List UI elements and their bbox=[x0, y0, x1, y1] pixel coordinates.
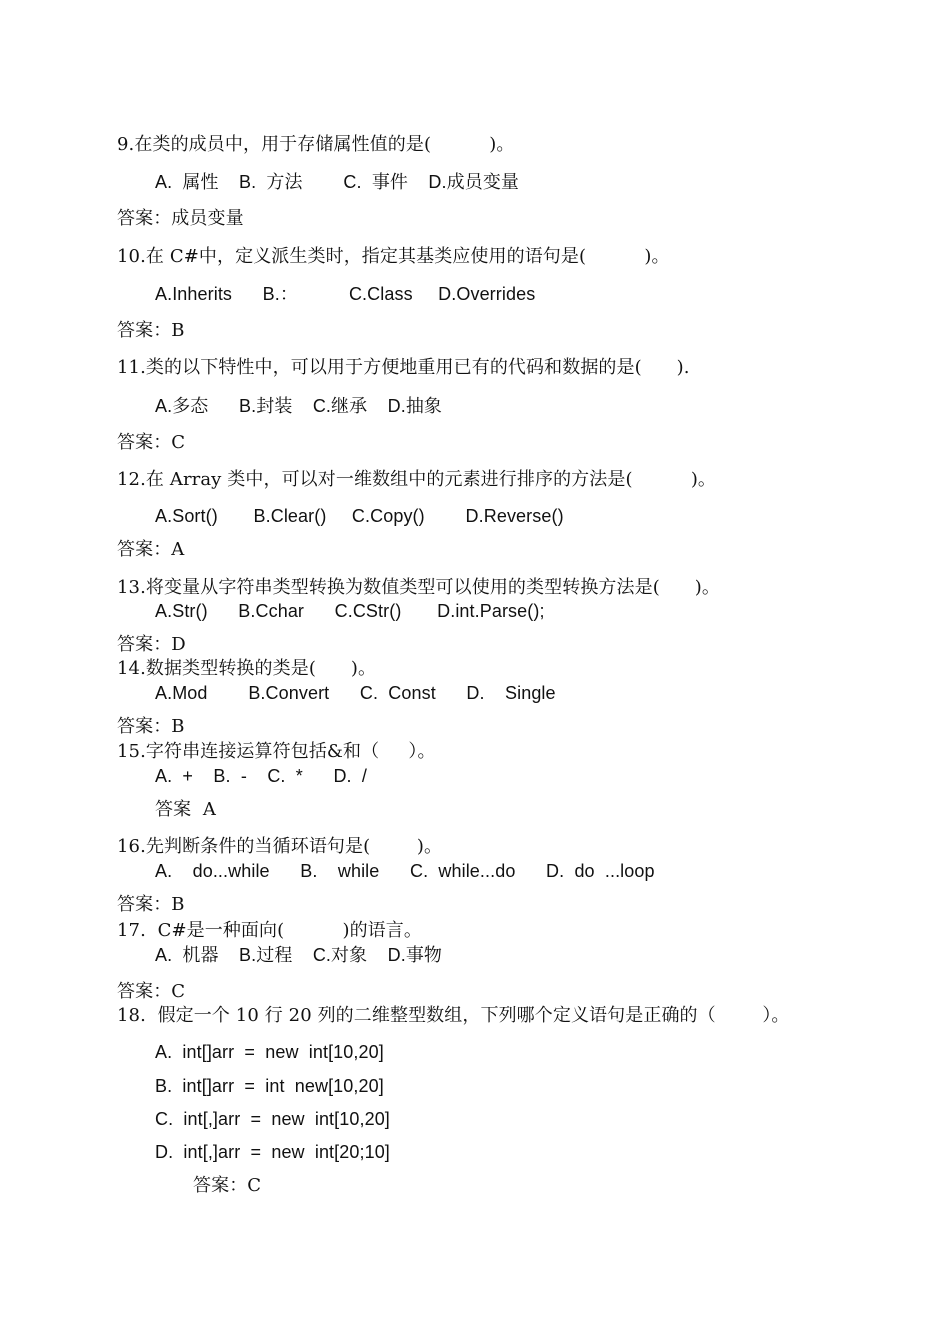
question-16-answer: 答案：B bbox=[117, 894, 185, 915]
question-17-text: 17. C#是一种面向( )的语言。 bbox=[117, 920, 422, 941]
question-9-answer: 答案：成员变量 bbox=[117, 208, 244, 229]
question-11-text: 11.类的以下特性中，可以用于方便地重用已有的代码和数据的是( ). bbox=[117, 357, 690, 378]
question-9-text: 9.在类的成员中，用于存储属性值的是( )。 bbox=[117, 134, 515, 155]
question-18-option-a: A. int[]arr = new int[10,20] bbox=[155, 1042, 384, 1062]
question-13-options: A.Str() B.Cchar C.CStr() D.int.Parse(); bbox=[155, 601, 545, 621]
question-18-option-c: C. int[,]arr = new int[10,20] bbox=[155, 1109, 390, 1129]
question-10-text: 10.在 C#中，定义派生类时，指定其基类应使用的语句是( )。 bbox=[117, 246, 670, 267]
question-15-answer: 答案 A bbox=[155, 799, 216, 820]
question-16-text: 16.先判断条件的当循环语句是( )。 bbox=[117, 836, 443, 857]
question-13-text: 13.将变量从字符串类型转换为数值类型可以使用的类型转换方法是( )。 bbox=[117, 577, 720, 598]
question-12-options: A.Sort() B.Clear() C.Copy() D.Reverse() bbox=[155, 506, 564, 526]
question-16-options: A. do...while B. while C. while...do D. do ...loop bbox=[155, 861, 655, 881]
question-12-text: 12.在 Array 类中，可以对一维数组中的元素进行排序的方法是( )。 bbox=[117, 469, 717, 490]
question-10-answer: 答案：B bbox=[117, 320, 185, 341]
question-15-text: 15.字符串连接运算符包括&和（ ）。 bbox=[117, 741, 436, 762]
question-11-answer: 答案：C bbox=[117, 432, 186, 453]
question-18-option-b: B. int[]arr = int new[10,20] bbox=[155, 1076, 384, 1096]
question-18-option-d: D. int[,]arr = new int[20;10] bbox=[155, 1142, 390, 1162]
question-18-text: 18. 假定一个 10 行 20 列的二维整型数组，下列哪个定义语句是正确的（ ）。 bbox=[117, 1005, 790, 1026]
question-11-options: A.多态 B.封装 C.继承 D.抽象 bbox=[155, 396, 443, 416]
question-9-options: A. 属性 B. 方法 C. 事件 D.成员变量 bbox=[155, 172, 520, 192]
question-13-answer: 答案：D bbox=[117, 634, 186, 655]
question-14-options: A.Mod B.Convert C. Const D. Single bbox=[155, 683, 556, 703]
question-17-options: A. 机器 B.过程 C.对象 D.事物 bbox=[155, 945, 443, 965]
question-14-answer: 答案：B bbox=[117, 716, 185, 737]
question-14-text: 14.数据类型转换的类是( )。 bbox=[117, 658, 377, 679]
question-10-options: A.Inherits B.： C.Class D.Overrides bbox=[155, 284, 536, 304]
question-12-answer: 答案：A bbox=[117, 539, 185, 560]
question-18-answer: 答案：C bbox=[193, 1175, 262, 1196]
question-15-options: A. + B. - C. * D. / bbox=[155, 766, 367, 786]
question-17-answer: 答案：C bbox=[117, 981, 186, 1002]
